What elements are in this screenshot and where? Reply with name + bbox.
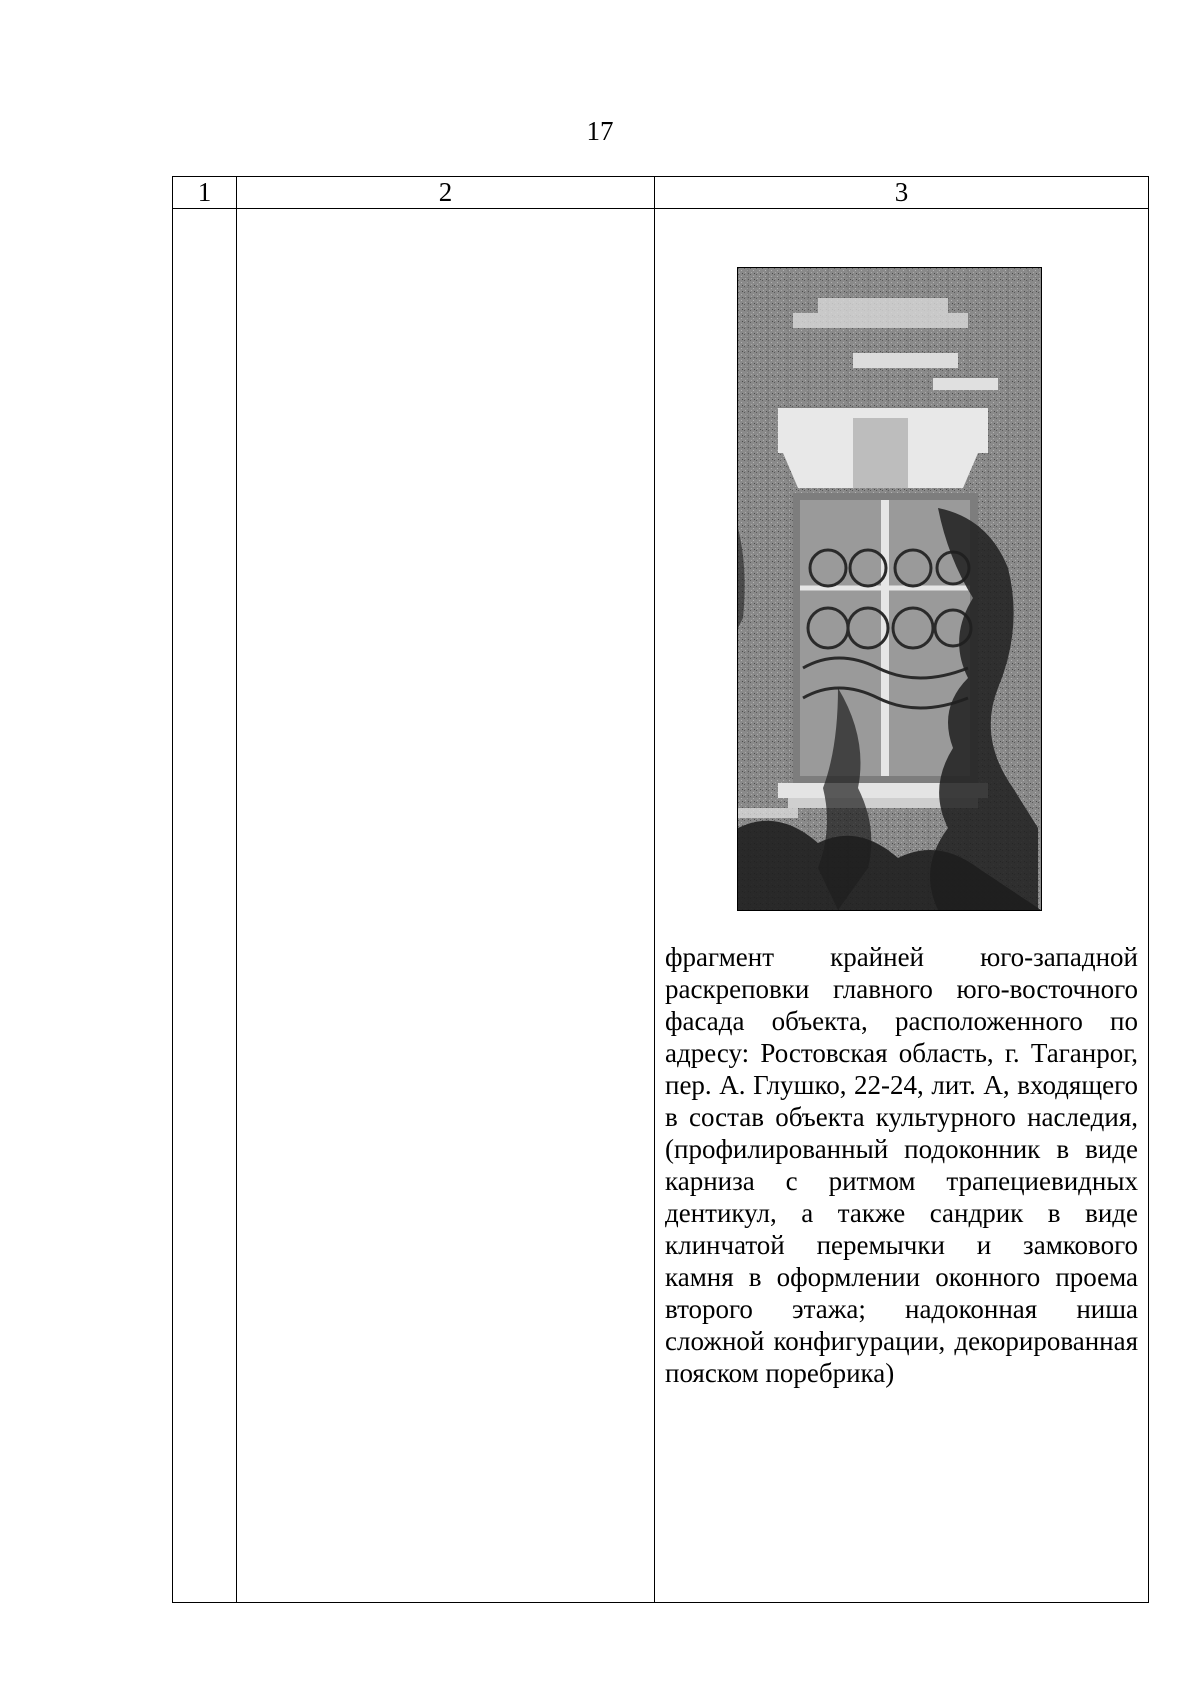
- header-cell-1: 1: [173, 177, 237, 209]
- cell-photo-and-caption: [655, 209, 1149, 1603]
- table-header-row: [173, 177, 1149, 209]
- page-number: 17: [586, 116, 614, 146]
- cell-number: [173, 209, 237, 1603]
- header-cell-3: 3: [655, 177, 1149, 209]
- table-row: [173, 209, 1149, 1603]
- header-cell-2: 2: [237, 177, 655, 209]
- document-table: [172, 176, 1149, 1603]
- cell-description: [237, 209, 655, 1603]
- photo-caption: фрагмент крайней юго-западной раскреповки главного юго-восточного фасада объекта, расположенного по адресу: Ростовская область, г. Таганрог, пер. А. Глушко, 22-24, лит. А, входящего в состав объекта культурного наследия, (профилированный подоконник в виде карниза с ритмом трапециевидных дентикул, а также сандрик в виде клинчатой перемычки и замкового камня в оформлении оконного проема второго этажа; надоконная ниша сложной конфигурации, декорированная пояском поребрика): [665, 942, 1138, 1388]
- facade-photo: [737, 267, 1042, 911]
